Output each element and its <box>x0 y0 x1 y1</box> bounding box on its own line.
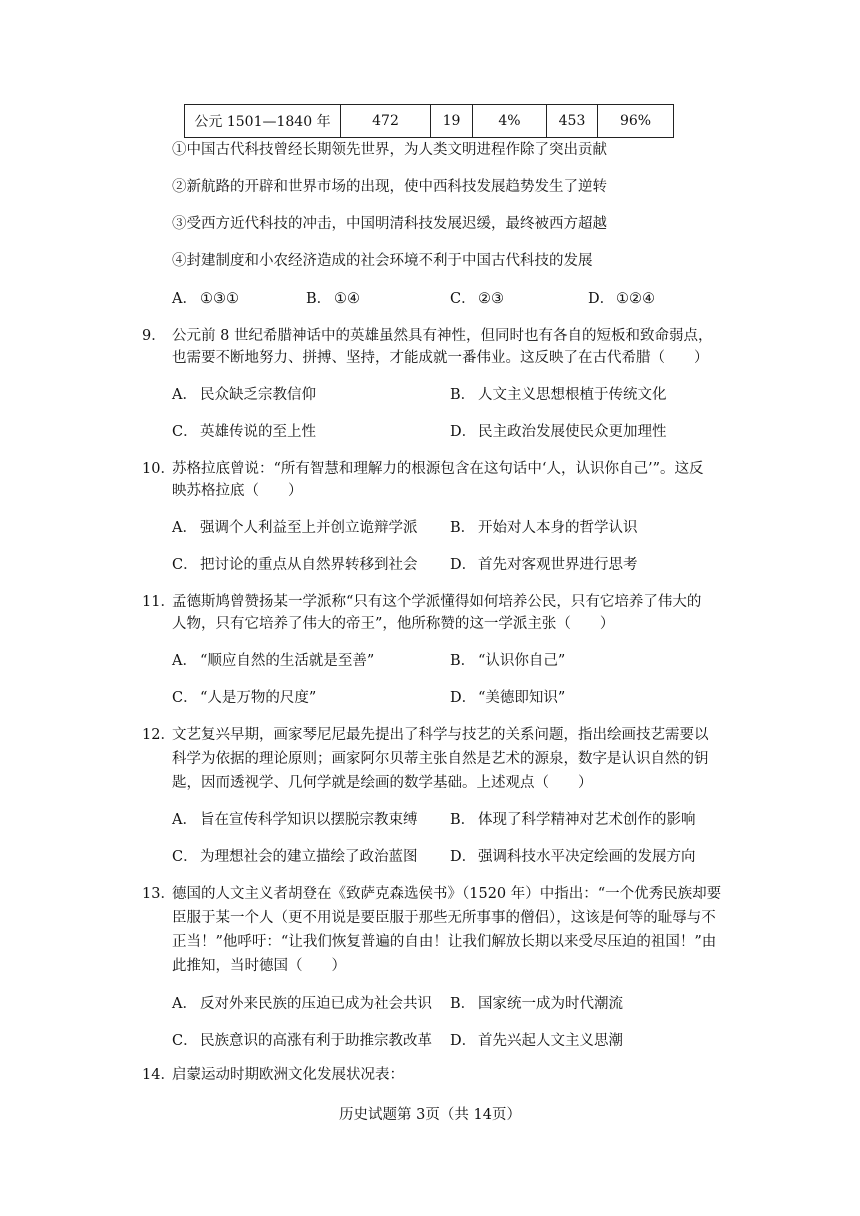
q10-option-d[interactable]: D． 首先对客观世界进行思考 <box>450 557 638 573</box>
statement-4: ④封建制度和小农经济造成的社会环境不利于中国古代科技的发展 <box>172 253 593 269</box>
question-number: 11． <box>142 594 175 610</box>
q10-option-b[interactable]: B． 开始对人本身的哲学认识 <box>450 520 638 536</box>
table-cell: 472 <box>341 105 431 138</box>
table-cell: 453 <box>547 105 598 138</box>
question-text: 德国的人文主义者胡登在《致萨克森选侯书》（1520 年）中指出：“一个优秀民族却要 <box>172 886 722 902</box>
question-number: 13． <box>142 886 175 902</box>
table-row <box>185 105 674 138</box>
q11-option-a[interactable]: A． “顺应自然的生活就是至善” <box>172 653 375 669</box>
table-cell: 4% <box>473 105 547 138</box>
question-text: 此推知，当时德国（ ） <box>172 958 346 974</box>
q12-option-d[interactable]: D． 强调科技水平决定绘画的发展方向 <box>450 849 696 865</box>
question-text: 科学为依据的理论原则；画家阿尔贝蒂主张自然是艺术的源泉，数字是认识自然的钥 <box>172 751 709 767</box>
table-cell: 96% <box>598 105 674 138</box>
question-number: 14． <box>142 1067 175 1083</box>
q13-option-c[interactable]: C． 民族意识的高涨有利于助推宗教改革 <box>172 1033 432 1049</box>
q8-option-a[interactable]: A． ①③① <box>172 291 239 307</box>
question-text: 文艺复兴早期，画家琴尼尼最先提出了科学与技艺的关系问题，指出绘画技艺需要以 <box>172 727 709 743</box>
q11-option-b[interactable]: B． “认识你自己” <box>450 653 566 669</box>
question-number: 10． <box>142 461 175 477</box>
table-cell-period: 公元 1501—1840 年 <box>185 105 341 138</box>
q8-option-c[interactable]: C． ②③ <box>450 291 504 307</box>
q12-option-a[interactable]: A． 旨在宣传科学知识以摆脱宗教束缚 <box>172 812 418 828</box>
question-text: 公元前 8 世纪希腊神话中的英雄虽然具有神性，但同时也有各自的短板和致命弱点， <box>172 328 713 344</box>
question-number: 12． <box>142 727 175 743</box>
q8-option-d[interactable]: D． ①②④ <box>588 291 655 307</box>
q9-option-b[interactable]: B． 人文主义思想根植于传统文化 <box>450 387 667 403</box>
q11-option-d[interactable]: D． “美德即知识” <box>450 690 566 706</box>
q8-option-b[interactable]: B． ①④ <box>306 291 360 307</box>
q9-option-c[interactable]: C． 英雄传说的至上性 <box>172 424 316 440</box>
q13-option-b[interactable]: B． 国家统一成为时代潮流 <box>450 996 623 1012</box>
table-cell: 19 <box>431 105 473 138</box>
question-text: 孟德斯鸠曾赞扬某一学派称“只有这个学派懂得如何培养公民，只有它培养了伟大的 <box>172 594 702 610</box>
q10-option-a[interactable]: A． 强调个人利益至上并创立诡辩学派 <box>172 520 418 536</box>
q9-option-a[interactable]: A． 民众缺乏宗教信仰 <box>172 387 316 403</box>
q13-option-a[interactable]: A． 反对外来民族的压迫已成为社会共识 <box>172 996 432 1012</box>
q13-option-d[interactable]: D． 首先兴起人文主义思潮 <box>450 1033 623 1049</box>
statement-2: ②新航路的开辟和世界市场的出现，使中西科技发展趋势发生了逆转 <box>172 179 607 195</box>
q9-option-d[interactable]: D． 民主政治发展使民众更加理性 <box>450 424 667 440</box>
question-text: 人物，只有它培养了伟大的帝王”，他所称赞的这一学派主张（ ） <box>172 616 615 632</box>
q12-option-b[interactable]: B． 体现了科学精神对艺术创作的影响 <box>450 812 696 828</box>
question-text: 臣服于某一个人（更不用说是要臣服于那些无所事事的僧侣），这该是何等的耻辱与不 <box>172 910 716 926</box>
page-footer: 历史试题第 3页（共 14页） <box>339 1107 521 1123</box>
question-text: 也需要不断地努力、拼搏、坚持，才能成就一番伟业。这反映了在古代希腊（ ） <box>172 350 709 366</box>
question-text: 启蒙运动时期欧洲文化发展状况表： <box>172 1067 404 1083</box>
data-table <box>184 104 674 138</box>
question-text: 苏格拉底曾说：“所有智慧和理解力的根源包含在这句话中‘人，认识你自己’”。这反 <box>172 461 704 477</box>
question-number: 9． <box>142 328 166 344</box>
question-text: 正当！”他呼吁：“让我们恢复普遍的自由！让我们解放长期以来受尽压迫的祖国！”由 <box>172 934 717 950</box>
statement-1: ①中国古代科技曾经长期领先世界，为人类文明进程作除了突出贡献 <box>172 142 607 158</box>
q11-option-c[interactable]: C． “人是万物的尺度” <box>172 690 317 706</box>
q12-option-c[interactable]: C． 为理想社会的建立描绘了政治蓝图 <box>172 849 418 865</box>
statement-3: ③受西方近代科技的冲击，中国明清科技发展迟缓，最终被西方超越 <box>172 216 607 232</box>
question-text: 匙，因而透视学、几何学就是绘画的数学基础。上述观点（ ） <box>172 775 593 791</box>
q10-option-c[interactable]: C． 把讨论的重点从自然界转移到社会 <box>172 557 418 573</box>
question-text: 映苏格拉底（ ） <box>172 483 303 499</box>
